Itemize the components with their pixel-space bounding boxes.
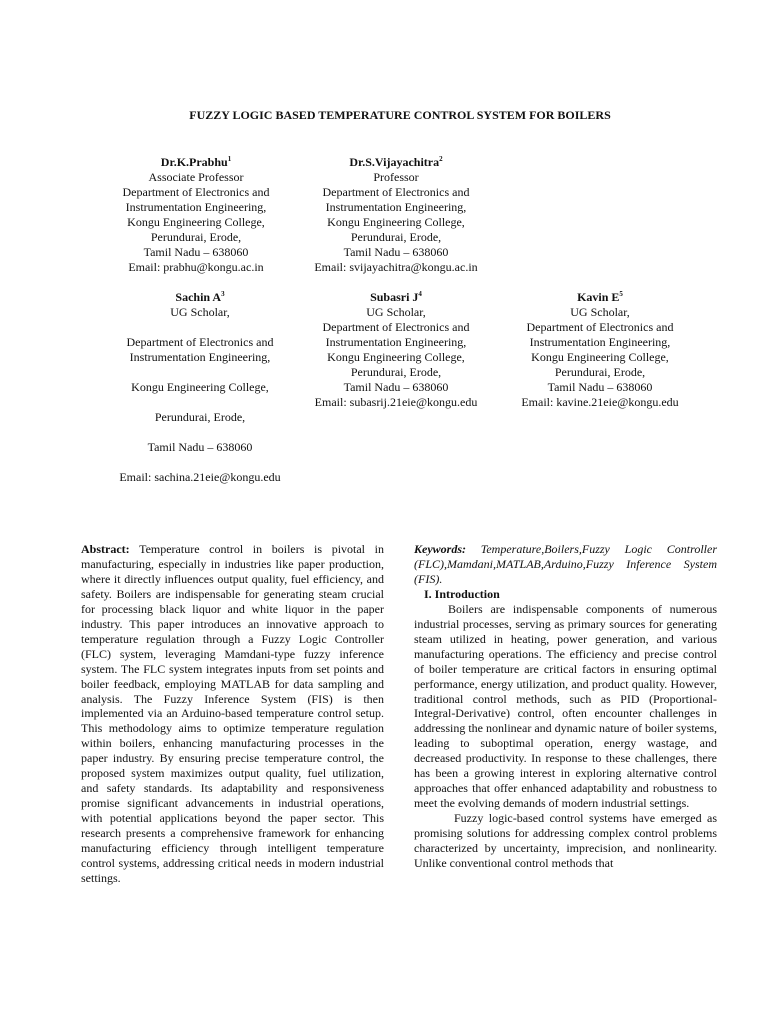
- abstract-text: Temperature control in boilers is pivotal in manufacturing, especially in industries like paper production, where it directly influences output quality, fuel efficiency, and safety. Boilers are indispensable for generating steam crucial for processing black liquor and white liquor in the paper industry. This paper introduces an innovative approach to temperature regulation through a Fuzzy Logic Controller (FLC) system, leveraging Mamdani-type fuzzy inference system. The FLC system integrates inputs from set points and boiler feedback, employing MATLAB for data sampling and analysis. The Fuzzy Inference System (FIS) is then implemented via an Arduino-based temperature control setup. This methodology aims to optimize temperature regulation within boilers, enhancing manufacturing processes in the paper industry. By ensuring precise temperature control, the proposed system maximizes output quality, fuel utilization, and safety standards. Its adaptability and responsiveness promise significant advancements in industrial operations, with potential applications beyond the paper sector. This research presents a comprehensive framework for enhancing manufacturing efficiency through intelligent temperature control systems, addressing critical needs in modern industrial settings.: [81, 542, 384, 885]
- author-role: UG Scholar,: [570, 305, 630, 319]
- author-block: [91, 152, 301, 275]
- author-name: Subasri $J^4$: [370, 290, 422, 304]
- author-city: Perundurai, Erode,: [350, 230, 442, 244]
- author-name: Dr.S.Vijayachitra$^2$: [349, 155, 443, 169]
- keywords-label: Keywords:: [414, 542, 466, 556]
- author-role: Associate Professor: [148, 170, 244, 184]
- intro-column: [414, 542, 717, 871]
- author-name: Sachin $A^3$: [175, 290, 225, 304]
- author-dept: Department of Electronics and: [322, 320, 470, 334]
- author-city: Perundurai, Erode,: [150, 230, 242, 244]
- author-email: Email: prabhu@kongu.ac.in: [128, 260, 264, 274]
- author-dept: Department of Electronics and: [322, 185, 470, 199]
- author-block: [291, 152, 501, 275]
- keywords-text: Temperature,Boilers,Fuzzy Logic Controller (FLC),Mamdani,MATLAB,Arduino,Fuzzy Inference System (FIS).: [414, 542, 717, 586]
- author-dept: Instrumentation Engineering,: [125, 200, 267, 214]
- author-name: Kavin $E^5$: [577, 290, 623, 304]
- author-city: Perundurai, Erode,: [350, 365, 442, 379]
- author-role: UG Scholar,: [170, 305, 230, 319]
- author-block: [495, 287, 705, 410]
- author-block: [291, 287, 501, 410]
- author-state: Tamil Nadu – 638060: [143, 245, 249, 259]
- author-city: Perundurai, Erode,: [154, 410, 246, 424]
- paper-title: FUZZY LOGIC BASED TEMPERATURE CONTROL SYSTEM FOR BOILERS: [189, 108, 611, 122]
- author-email: Email: kavine.21eie@kongu.edu: [521, 395, 679, 409]
- author-dept: Department of Electronics and: [122, 185, 270, 199]
- author-dept: Instrumentation Engineering,: [129, 350, 271, 364]
- author-email: Email: svijayachitra@kongu.ac.in: [314, 260, 478, 274]
- section-heading: I. Introduction: [424, 586, 500, 601]
- keywords: [414, 542, 717, 587]
- author-state: Tamil Nadu – 638060: [147, 440, 253, 454]
- author-dept: Instrumentation Engineering,: [529, 335, 671, 349]
- author-role: UG Scholar,: [366, 305, 426, 319]
- intro-paragraph: Boilers are indispensable components of numerous industrial processes, serving as primary sources for generating steam utilized in heating, power generation, and various manufacturing operations. The efficiency and precise control of boiler temperature are critical factors in ensuring optimal performance, energy utilization, and product quality. However, traditional control methods, such as PID (Proportional-Integral-Derivative) control, often encounter challenges in addressing the nonlinear and dynamic nature of boiler systems, leading to suboptimal operation, energy wastage, and decreased productivity. In response to these challenges, there has been a growing interest in exploring alternative control approaches that offer enhanced adaptability and robustness to meet the evolving demands of modern industrial settings.: [414, 601, 717, 811]
- author-dept: Instrumentation Engineering,: [325, 200, 467, 214]
- author-state: Tamil Nadu – 638060: [343, 245, 449, 259]
- author-email: Email: sachina.21eie@kongu.edu: [119, 470, 281, 484]
- abstract-label: Abstract:: [81, 542, 130, 556]
- author-college: Kongu Engineering College,: [127, 215, 265, 229]
- author-college: Kongu Engineering College,: [327, 350, 465, 364]
- author-city: Perundurai, Erode,: [554, 365, 646, 379]
- author-college: Kongu Engineering College,: [327, 215, 465, 229]
- author-email: Email: subasrij.21eie@kongu.edu: [314, 395, 478, 409]
- intro-paragraph: Fuzzy logic-based control systems have emerged as promising solutions for addressing complex control problems characterized by uncertainty, imprecision, and nonlinearity. Unlike conventional control methods that: [414, 811, 717, 871]
- abstract: [81, 542, 384, 886]
- author-dept: Department of Electronics and: [126, 335, 274, 349]
- author-block: [95, 287, 305, 485]
- author-role: Professor: [373, 170, 419, 184]
- author-name: Dr.K.Prabhu$^1$: [160, 155, 232, 169]
- abstract-column: [81, 542, 384, 886]
- author-state: Tamil Nadu – 638060: [343, 380, 449, 394]
- author-dept: Department of Electronics and: [526, 320, 674, 334]
- author-dept: Instrumentation Engineering,: [325, 335, 467, 349]
- author-college: Kongu Engineering College,: [131, 380, 269, 394]
- author-state: Tamil Nadu – 638060: [547, 380, 653, 394]
- author-college: Kongu Engineering College,: [531, 350, 669, 364]
